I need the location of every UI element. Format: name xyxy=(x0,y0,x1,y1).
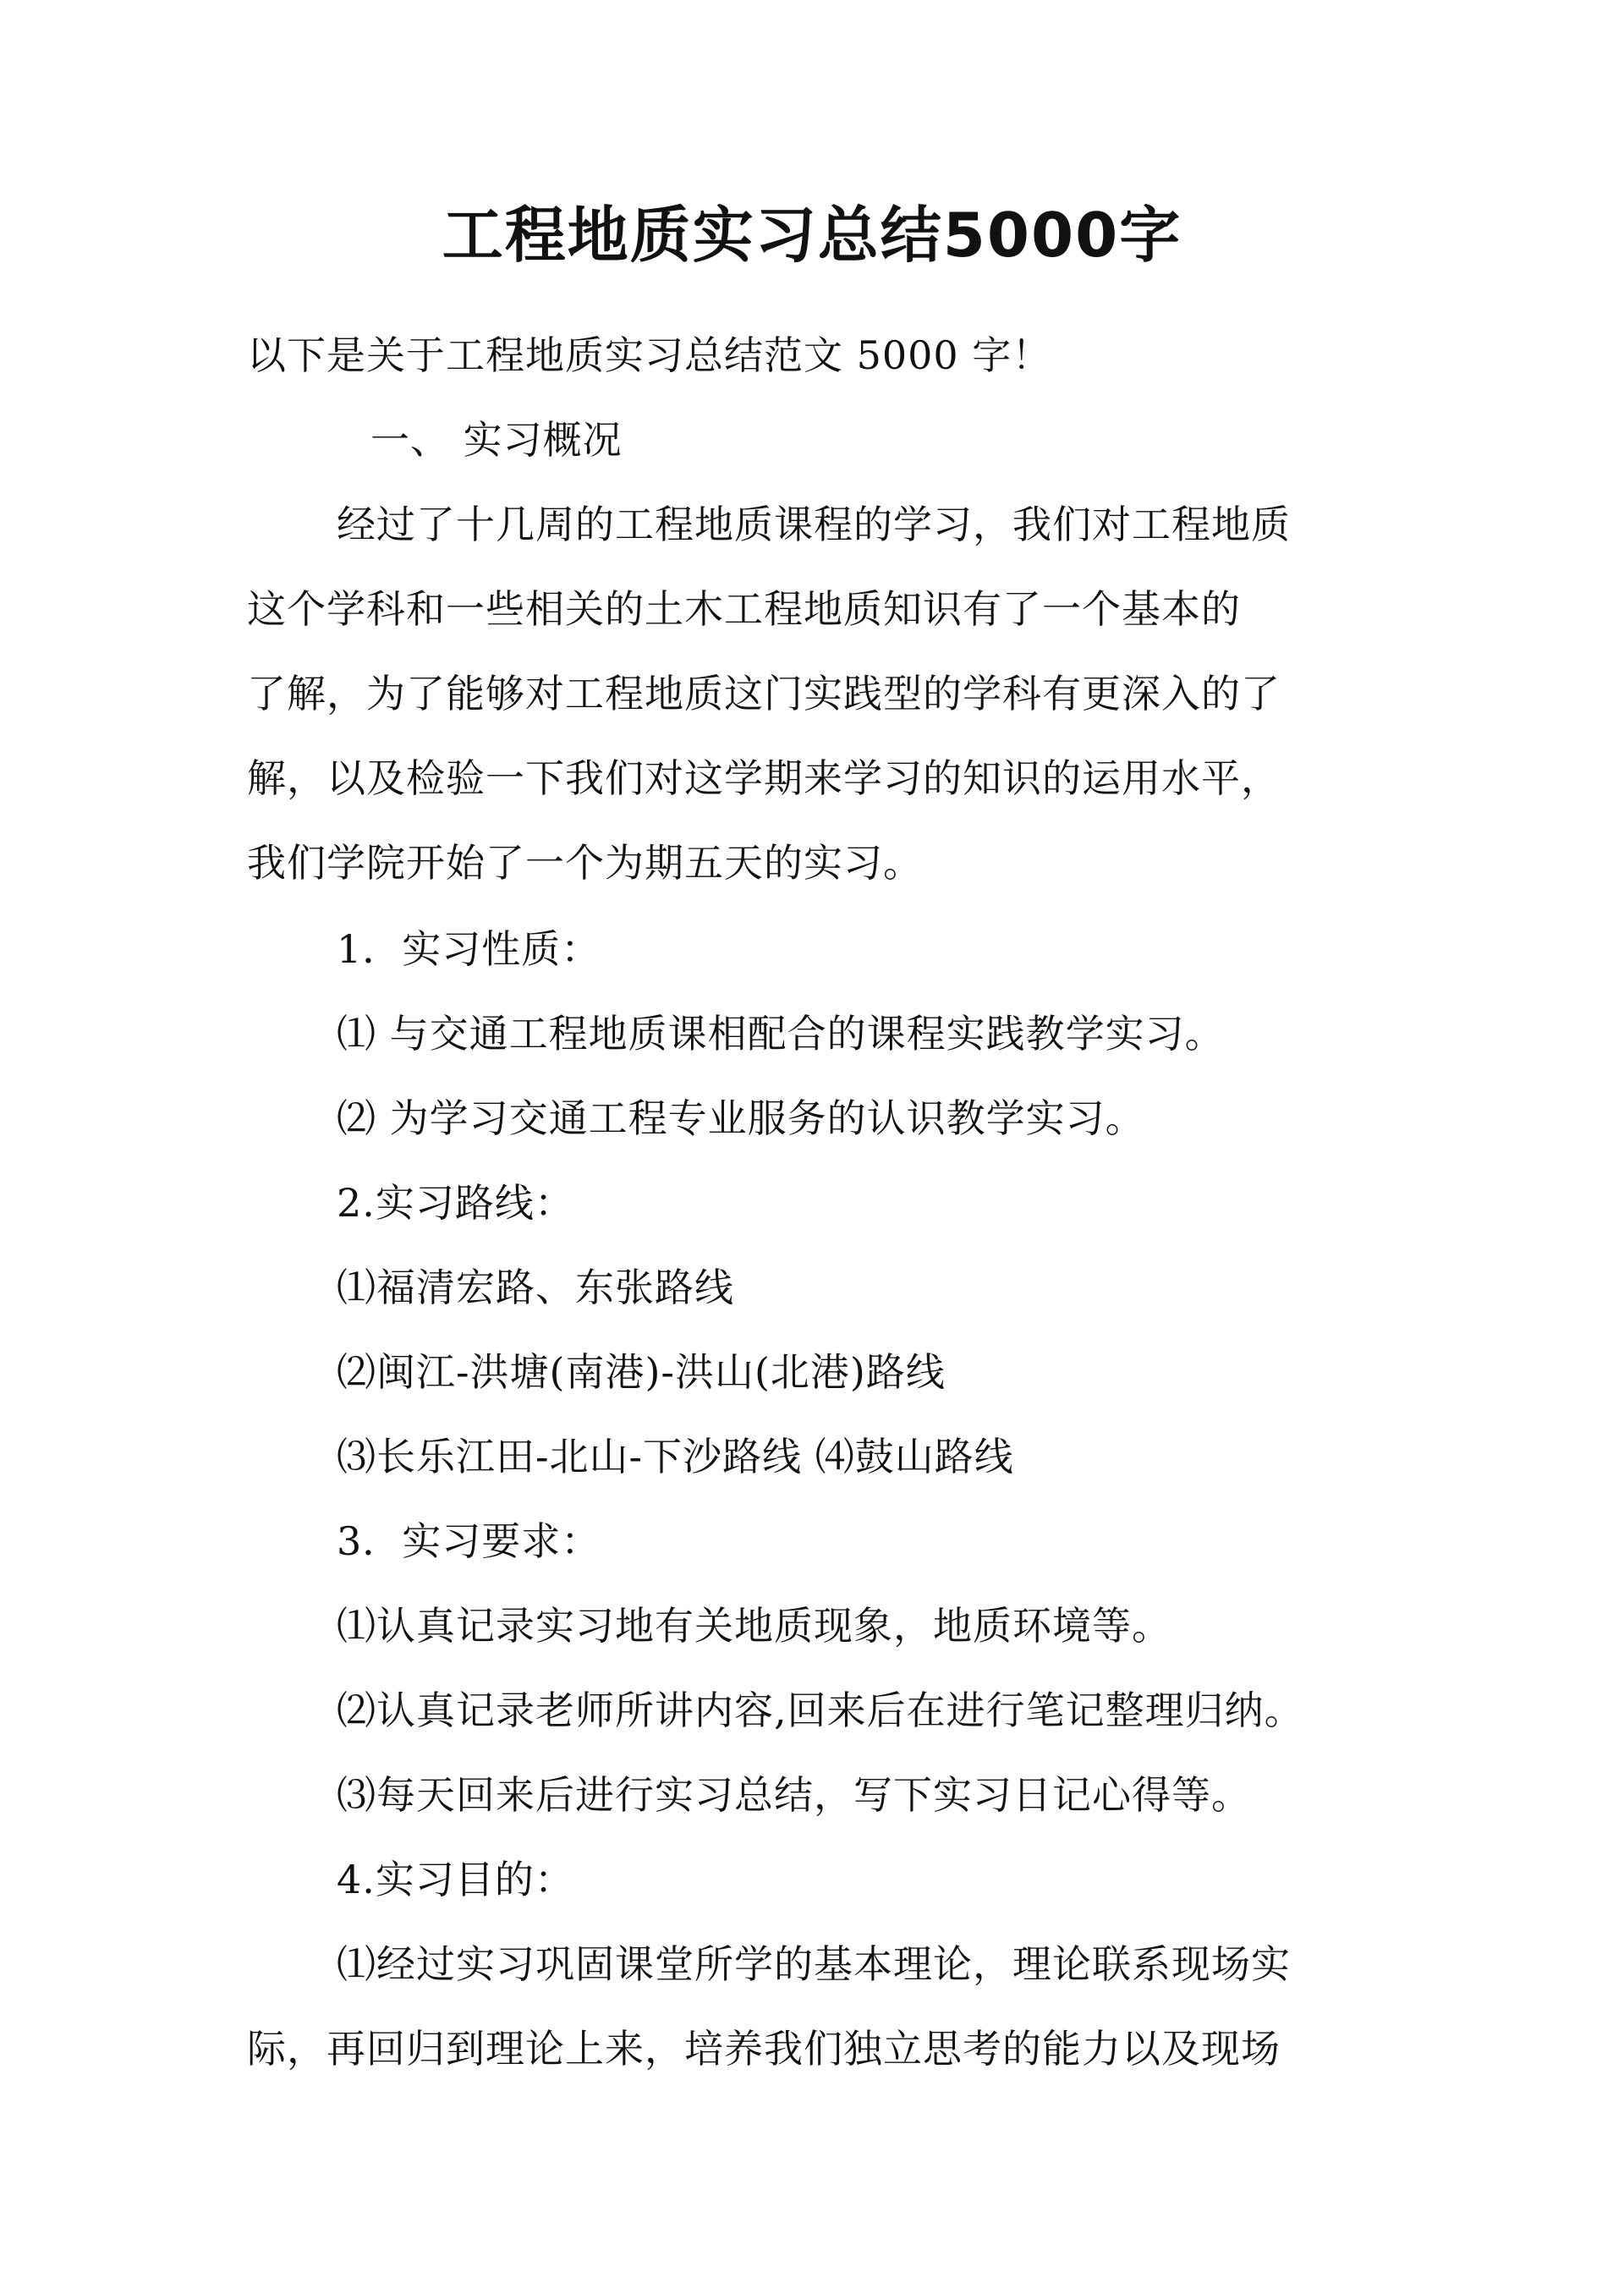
list-item: ⑵ 为学习交通工程专业服务的认识教学实习。 xyxy=(337,1095,1145,1141)
list-item: ⑵认真记录老师所讲内容,回来后在进行笔记整理归纳。 xyxy=(337,1688,1304,1733)
list-item: ⑴经过实习巩固课堂所学的基本理论，理论联系现场实 xyxy=(337,1941,1291,1987)
list-heading: 4.实习目的： xyxy=(337,1857,574,1902)
list-item: ⑶长乐江田-北山-下沙路线 ⑷鼓山路线 xyxy=(337,1434,1014,1479)
list-heading: 1．实习性质： xyxy=(337,926,601,972)
paragraph-line: 际，再回归到理论上来，培养我们独立思考的能力以及现场 xyxy=(247,2026,1281,2072)
paragraph-line: 解，以及检验一下我们对这学期来学习的知识的运用水平， xyxy=(247,755,1281,801)
list-item: ⑶每天回来后进行实习总结，写下实习日记心得等。 xyxy=(337,1772,1251,1818)
paragraph-line: 我们学院开始了一个为期五天的实习。 xyxy=(247,840,923,886)
list-item: ⑵闽江-洪塘(南港)-洪山(北港)路线 xyxy=(337,1349,946,1395)
intro-line: 以下是关于工程地质实习总结范文 5000 字！ xyxy=(247,332,1052,378)
paragraph-line: 这个学科和一些相关的土木工程地质知识有了一个基本的 xyxy=(247,586,1241,632)
list-heading: 3．实习要求： xyxy=(337,1518,601,1564)
list-item: ⑴ 与交通工程地质课相配合的课程实践教学实习。 xyxy=(337,1011,1225,1056)
list-item: ⑴认真记录实习地有关地质现象，地质环境等。 xyxy=(337,1603,1171,1649)
list-item: ⑴福清宏路、东张路线 xyxy=(337,1265,734,1310)
section-heading: 一、 实习概况 xyxy=(370,417,623,463)
list-heading: 2.实习路线： xyxy=(337,1180,574,1226)
paragraph-line: 了解，为了能够对工程地质这门实践型的学科有更深入的了 xyxy=(247,671,1281,716)
document-title: 工程地质实习总结5000字 xyxy=(442,200,1182,271)
paragraph-line: 经过了十几周的工程地质课程的学习，我们对工程地质 xyxy=(337,502,1291,547)
